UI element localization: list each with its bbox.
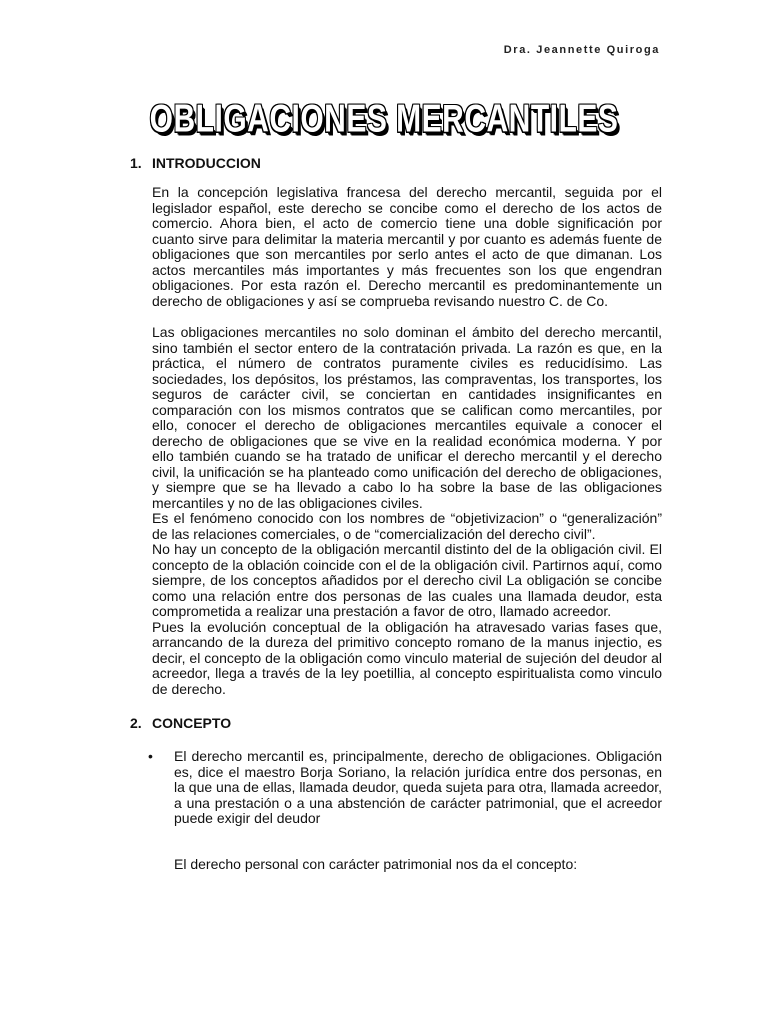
- intro-paragraph-1: En la concepción legislativa francesa del derecho mercantil, seguida por el legislador español, este derecho se concibe como el derecho de los actos de comercio. Ahora bien, el acto de comercio tiene una doble significación por cuanto sirve para delimitar la materia mercantil y por cuanto es además fuente de obligaciones que son mercantiles por serlo antes el acto de que dimanan. Los actos mercantiles más importantes y más frecuentes son los que engendran obligaciones. Por esta razón el. Derecho mercantil es predominantemente un derecho de obligaciones y así se comprueba revisando nuestro C. de Co.: [152, 184, 662, 309]
- title-container: [0, 97, 768, 141]
- document-body: [0, 155, 768, 872]
- section-title: CONCEPTO: [152, 715, 232, 731]
- intro-paragraph-4: No hay un concepto de la obligación mercantil distinto del de la obligación civil. El concepto de la oblación coincide con el de la obligación civil. Partirnos aquí, como siempre, de los conceptos añadidos por el derecho civil La obligación se concibe como una relación entre dos personas de las cuales una llamada deudor, esta comprometida a realizar una prestación a favor de otro, llamado acreedor.: [152, 541, 662, 619]
- intro-paragraph-5: Pues la evolución conceptual de la obligación ha atravesado varias fases que, arrancando de la dureza del primitivo concepto romano de la manus injectio, es decir, el concepto de la obligación como vinculo material de sujeción del deudor al acreedor, llega a través de la ley poetillia, al concepto espiritualista como vinculo de derecho.: [152, 618, 662, 697]
- concept-closing-text: El derecho personal con carácter patrimonial nos da el concepto:: [174, 855, 578, 872]
- concept-bullet-text: El derecho mercantil es, principalmente, derecho de obligaciones. Obligación es, dice el maestro Borja Soriano, la relación jurídica entre dos personas, en la que una de ellas, llamada deudor, queda sujeta para otra, llamada acreedor, a una prestación o a una abstención de carácter patrimonial, que el acreedor puede exigir del deudor: [174, 748, 663, 826]
- section-number: 2.: [130, 715, 142, 731]
- section-title: INTRODUCCION: [152, 155, 261, 171]
- section-number: 1.: [130, 155, 142, 171]
- section-heading-concepto: [130, 715, 768, 731]
- intro-paragraph-3: Es el fenómeno conocido con los nombres de “objetivizacion” o “generalización” de las relaciones comerciales, o de “comercialización del derecho civil”.: [152, 510, 662, 542]
- concept-bullet-item: [148, 749, 662, 827]
- intro-paragraph-2: Las obligaciones mercantiles no solo dominan el ámbito del derecho mercantil, sino también el sector entero de la contratación privada. La razón es que, en la práctica, el número de contratos puramente civiles es reducidísimo. Las sociedades, los depósitos, los préstamos, las compraventas, los transportes, los seguros de carácter civil, se conciertan en cantidades insignificantes en comparación con los mismos contratos que se califican como mercantiles, por ello, conocer el derecho de obligaciones mercantiles equivale a conocer el derecho de obligaciones que se vive en la realidad económica moderna. Y por ello también cuando se ha tratado de unificar el derecho mercantil y el derecho civil, la unificación se ha planteado como unificación del derecho de obligaciones, y siempre que se ha llevado a cabo lo ha sobre la base de las obligaciones mercantiles y no de las obligaciones civiles.: [152, 324, 662, 511]
- section-heading-introduccion: [130, 155, 768, 171]
- document-title: OBLIGACIONES MERCANTILES: [149, 97, 619, 141]
- bullet-icon: •: [148, 748, 153, 764]
- author-name: Dra. Jeannette Quiroga: [503, 44, 660, 56]
